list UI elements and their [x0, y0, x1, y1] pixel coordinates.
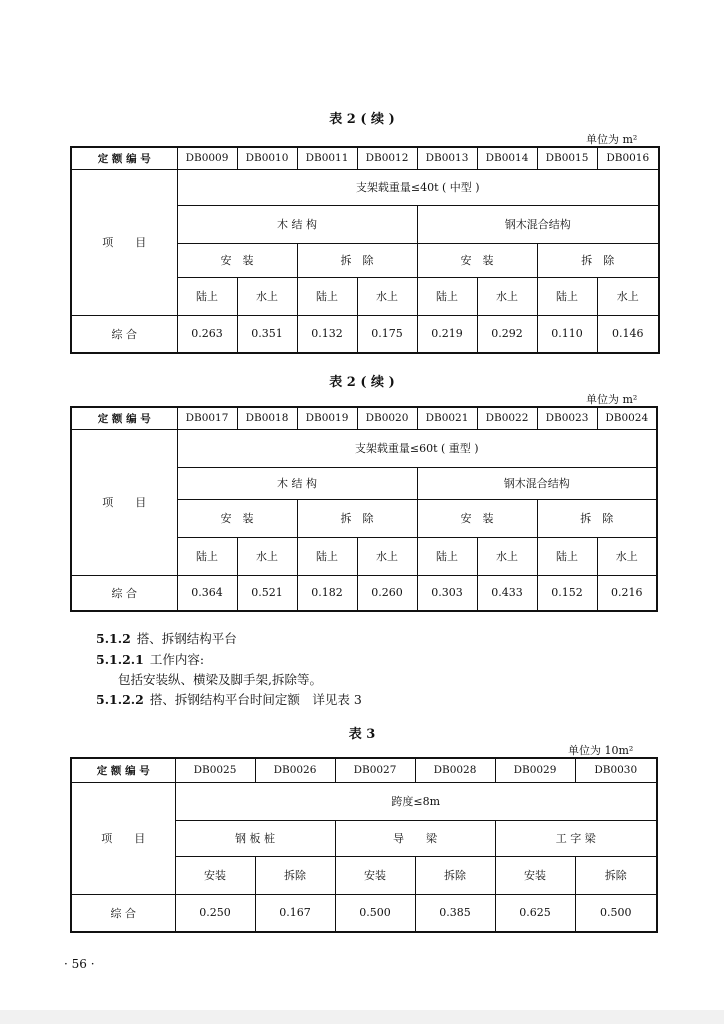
location-header: 陆上 [297, 277, 357, 315]
location-header: 水上 [237, 537, 297, 575]
value-cell: 0.385 [415, 894, 495, 932]
quota-code: DB0026 [255, 758, 335, 782]
operation-header: 拆 除 [537, 499, 657, 537]
operation-header: 拆除 [255, 856, 335, 894]
location-header: 水上 [477, 537, 537, 575]
operation-header: 拆除 [415, 856, 495, 894]
operation-header: 安装 [175, 856, 255, 894]
unit-label: 单位为 10m² [568, 744, 634, 757]
location-header: 水上 [357, 537, 417, 575]
quota-table-1 [70, 146, 660, 354]
section-number: 5.1.2.2 [96, 692, 144, 707]
quota-code: DB0024 [597, 407, 657, 429]
quota-table-3 [70, 757, 658, 933]
value-cell: 0.182 [297, 575, 357, 611]
paragraph: 包括安装纵、横梁及脚手架,拆除等。 [118, 672, 322, 687]
section-heading [96, 690, 362, 708]
header-label: 定 额 编 号 [71, 407, 177, 429]
table-caption: 表 2 ( 续 ) [329, 112, 395, 127]
location-header: 水上 [357, 277, 417, 315]
table-caption: 表 3 [348, 727, 376, 742]
location-header: 陆上 [417, 537, 477, 575]
item-label: 项 目 [71, 782, 175, 894]
location-header: 陆上 [417, 277, 477, 315]
value-cell: 0.500 [575, 894, 657, 932]
table-caption: 表 2 ( 续 ) [329, 375, 395, 390]
quota-code: DB0027 [335, 758, 415, 782]
condition-header: 跨度≤8m [175, 782, 657, 820]
structure-header: 钢木混合结构 [417, 467, 657, 499]
structure-header: 钢木混合结构 [417, 205, 659, 243]
location-header: 水上 [237, 277, 297, 315]
scan-edge [0, 1010, 724, 1024]
location-header: 陆上 [297, 537, 357, 575]
value-cell: 0.219 [417, 315, 477, 353]
value-cell: 0.110 [537, 315, 597, 353]
value-cell: 0.521 [237, 575, 297, 611]
quota-code: DB0014 [477, 147, 537, 169]
unit-label: 单位为 m² [586, 393, 638, 406]
location-header: 水上 [597, 537, 657, 575]
value-cell: 0.292 [477, 315, 537, 353]
quota-table-2 [70, 406, 658, 612]
operation-header: 拆除 [575, 856, 657, 894]
operation-header: 安装 [495, 856, 575, 894]
quota-code: DB0013 [417, 147, 477, 169]
structure-header: 工 字 梁 [495, 820, 657, 856]
quota-code: DB0028 [415, 758, 495, 782]
operation-header: 拆 除 [297, 499, 417, 537]
value-cell: 0.146 [597, 315, 659, 353]
quota-code: DB0009 [177, 147, 237, 169]
operation-header: 拆 除 [297, 243, 417, 277]
quota-code: DB0022 [477, 407, 537, 429]
quota-code: DB0021 [417, 407, 477, 429]
quota-code: DB0017 [177, 407, 237, 429]
value-cell: 0.625 [495, 894, 575, 932]
structure-header: 木 结 构 [177, 205, 417, 243]
item-label: 项 目 [71, 429, 177, 575]
value-cell: 0.152 [537, 575, 597, 611]
quota-code: DB0011 [297, 147, 357, 169]
location-header: 陆上 [177, 537, 237, 575]
row-label: 综 合 [71, 315, 177, 353]
quota-code: DB0012 [357, 147, 417, 169]
quota-code: DB0010 [237, 147, 297, 169]
section-title: 搭、拆钢结构平台 [136, 631, 237, 646]
structure-header: 木 结 构 [177, 467, 417, 499]
section-number: 5.1.2.1 [96, 652, 144, 667]
location-header: 陆上 [177, 277, 237, 315]
header-label: 定 额 编 号 [71, 758, 175, 782]
section-heading [96, 650, 204, 668]
header-label: 定 额 编 号 [71, 147, 177, 169]
value-cell: 0.167 [255, 894, 335, 932]
item-label: 项 目 [71, 169, 177, 315]
value-cell: 0.500 [335, 894, 415, 932]
section-title: 工作内容: [149, 652, 205, 667]
quota-code: DB0023 [537, 407, 597, 429]
operation-header: 安 装 [417, 243, 537, 277]
structure-header: 导 梁 [335, 820, 495, 856]
quota-code: DB0030 [575, 758, 657, 782]
quota-code: DB0029 [495, 758, 575, 782]
row-label: 综 合 [71, 575, 177, 611]
location-header: 水上 [477, 277, 537, 315]
operation-header: 安 装 [417, 499, 537, 537]
value-cell: 0.175 [357, 315, 417, 353]
value-cell: 0.250 [175, 894, 255, 932]
quota-code: DB0019 [297, 407, 357, 429]
value-cell: 0.132 [297, 315, 357, 353]
value-cell: 0.263 [177, 315, 237, 353]
operation-header: 安 装 [177, 243, 297, 277]
quota-code: DB0020 [357, 407, 417, 429]
condition-header: 支架载重量≤40t ( 中型 ) [177, 169, 659, 205]
quota-code: DB0016 [597, 147, 659, 169]
location-header: 陆上 [537, 277, 597, 315]
page-number: · 56 · [64, 957, 95, 971]
value-cell: 0.433 [477, 575, 537, 611]
value-cell: 0.303 [417, 575, 477, 611]
structure-header: 钢 板 桩 [175, 820, 335, 856]
condition-header: 支架载重量≤60t ( 重型 ) [177, 429, 657, 467]
unit-label: 单位为 m² [586, 133, 638, 146]
operation-header: 拆 除 [537, 243, 659, 277]
section-heading [96, 629, 237, 647]
row-label: 综 合 [71, 894, 175, 932]
value-cell: 0.260 [357, 575, 417, 611]
section-number: 5.1.2 [96, 631, 131, 646]
location-header: 水上 [597, 277, 659, 315]
value-cell: 0.216 [597, 575, 657, 611]
value-cell: 0.351 [237, 315, 297, 353]
quota-code: DB0025 [175, 758, 255, 782]
operation-header: 安 装 [177, 499, 297, 537]
location-header: 陆上 [537, 537, 597, 575]
value-cell: 0.364 [177, 575, 237, 611]
section-title: 搭、拆钢结构平台时间定额 详见表 3 [149, 692, 362, 707]
quota-code: DB0015 [537, 147, 597, 169]
quota-code: DB0018 [237, 407, 297, 429]
operation-header: 安装 [335, 856, 415, 894]
